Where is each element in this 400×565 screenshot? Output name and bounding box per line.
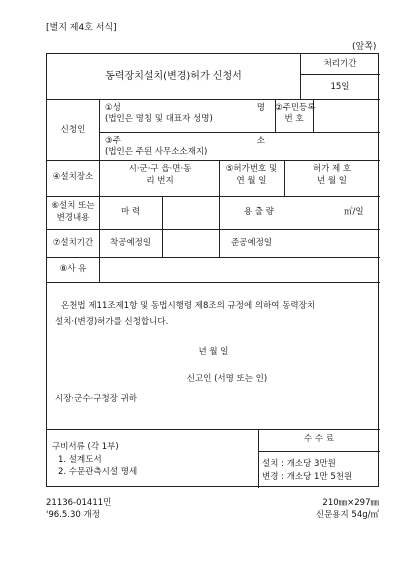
location-label: ④설치장소: [52, 172, 94, 182]
page-side-label: (앞쪽): [352, 42, 377, 52]
name-label-a: ①성: [105, 103, 121, 113]
location-sub-1: 시·군·구 읍·면·동: [128, 164, 192, 174]
location-sub-2: 리 번지: [146, 176, 174, 186]
start-date-label: 착공예정일: [109, 238, 152, 248]
change-label-1: ⑥설치 또는: [51, 201, 95, 211]
fee-title: 수 수 료: [303, 434, 335, 444]
applicant-label: 신청인: [60, 125, 86, 135]
application-date: 년 월 일: [198, 347, 229, 357]
required-documents-title: 구비서류 (각 1부): [52, 442, 119, 452]
address-label-a: ③주: [105, 136, 121, 146]
permit-number-label-1: ⑤허가번호 및: [225, 164, 278, 174]
permit-value-2: 년 월 일: [316, 176, 348, 186]
required-document-1: 1. 설계도서: [58, 455, 102, 465]
processing-period-value: 15일: [330, 82, 350, 92]
applicant-signature: 신고인 (서명 또는 인): [186, 374, 268, 384]
application-form: [46, 53, 379, 487]
address-field-label: [105, 136, 265, 147]
name-note: (법인은 명칭 및 대표자 성명): [105, 114, 213, 124]
paper-type: 신문용지 54g/㎡: [315, 510, 379, 520]
processing-period-label: 처리기간: [323, 59, 357, 69]
address-label-b: 소: [256, 136, 265, 146]
installation-period-label: ⑦설치기간: [52, 238, 94, 248]
statement-line-2: 설치·(변경)허가를 신청합니다.: [55, 317, 169, 327]
addressee: 시장·군수·구청장 귀하: [55, 394, 138, 404]
permit-number-label-2: 연 월 일: [236, 176, 267, 186]
resident-id-label-b: 번 호: [284, 114, 304, 124]
completion-date-label: 준공예정일: [230, 238, 273, 248]
form-number-label: [별지 제4호 서식]: [46, 23, 117, 33]
form-title: 동력장치설치(변경)허가 신청서: [105, 71, 242, 82]
fee-install: 설치 : 개소당 3만원: [262, 459, 336, 469]
permit-value-1: 허가 제 호: [312, 164, 352, 174]
address-note: (법인은 주된 사무소소재지): [105, 147, 208, 157]
form-code: 21136-01411민: [46, 498, 112, 508]
pumping-volume-label: 용 출 량: [243, 207, 275, 217]
revision-date: '96.5.30 개정: [46, 510, 100, 520]
name-field-label: [105, 103, 265, 114]
name-label-b: 명: [256, 103, 265, 113]
fee-change: 변경 : 개소당 1만 5천원: [262, 472, 353, 482]
required-document-2: 2. 수문관측시설 명세: [58, 467, 138, 477]
statement-line-1: 온천법 제11조제1항 및 동법시행령 제8조의 규정에 의하여 동력장치: [61, 301, 316, 311]
paper-size: 210㎜×297㎜: [322, 498, 379, 508]
horsepower-label: 마 력: [120, 207, 141, 217]
pumping-volume-unit: ㎥/일: [344, 207, 364, 217]
reason-label: ⑧사 유: [59, 264, 87, 274]
resident-id-label-a: ②주민등록: [275, 103, 316, 113]
change-label-2: 변경내용: [56, 213, 90, 223]
